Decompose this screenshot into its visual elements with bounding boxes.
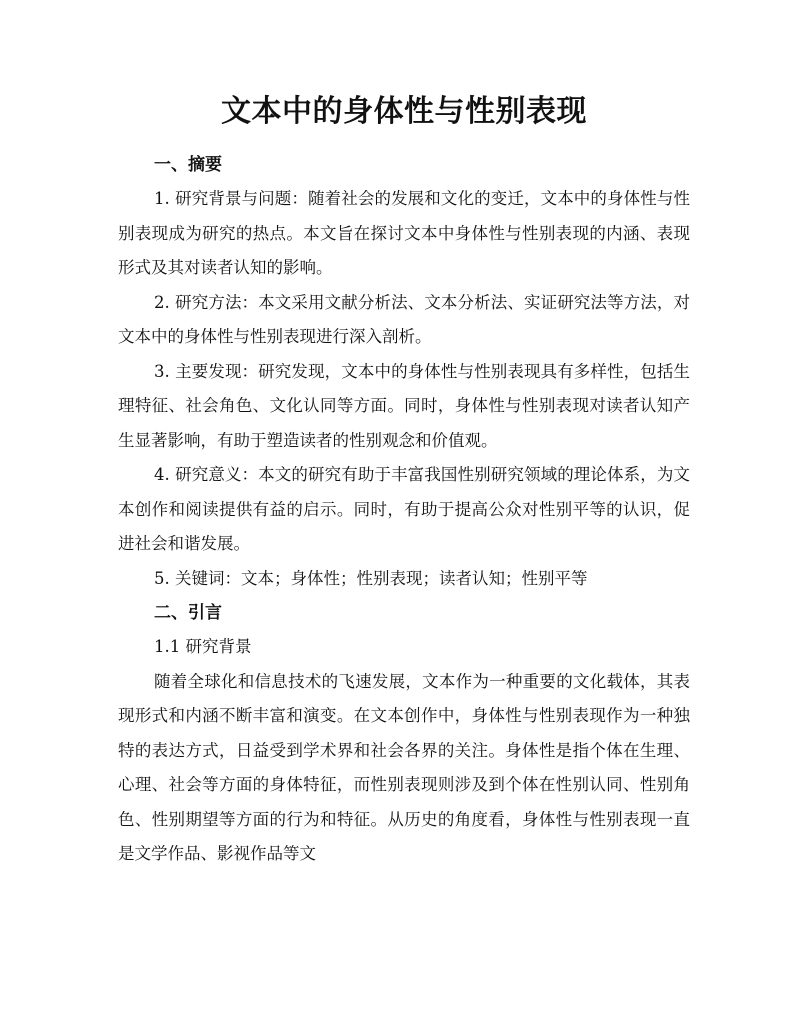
abstract-item-keywords: 5. 关键词：文本；身体性；性别表现；读者认知；性别平等 (154, 568, 588, 588)
abstract-item-method: 2. 研究方法：本文采用文献分析法、文本分析法、实证研究法等方法，对文本中的身体性与性别表现进行深入剖析。 (118, 292, 690, 346)
document-page (118, 90, 690, 872)
section-heading-abstract: 一、摘要 (154, 155, 222, 175)
subsection-heading-background: 1.1 研究背景 (154, 637, 252, 656)
abstract-item-findings: 3. 主要发现：研究发现，文本中的身体性与性别表现具有多样性，包括生理特征、社会角色、文化认同等方面。同时，身体性与性别表现对读者认知产生显著影响，有助于塑造读者的性别观念和价值观。 (118, 361, 690, 450)
document-title: 文本中的身体性与性别表现 (221, 94, 587, 129)
abstract-item-significance: 4. 研究意义：本文的研究有助于丰富我国性别研究领域的理论体系，为文本创作和阅读提供有益的启示。同时，有助于提高公众对性别平等的认识，促进社会和谐发展。 (118, 465, 690, 553)
section-heading-introduction: 二、引言 (154, 603, 222, 623)
abstract-item-background: 1. 研究背景与问题：随着社会的发展和文化的变迁，文本中的身体性与性别表现成为研究的热点。本文旨在探讨文本中身体性与性别表现的内涵、表现形式及其对读者认知的影响。 (118, 189, 690, 277)
introduction-paragraph: 随着全球化和信息技术的飞速发展，文本作为一种重要的文化载体，其表现形式和内涵不断丰富和演变。在文本创作中，身体性与性别表现作为一种独特的表达方式，日益受到学术界和社会各界的关注。身体性是指个体在生理、心理、社会等方面的身体特征，而性别表现则涉及到个体在性别认同、性别角色、性别期望等方面的行为和特征。从历史的角度看，身体性与性别表现一直是文学作品、影视作品等文 (118, 671, 690, 863)
